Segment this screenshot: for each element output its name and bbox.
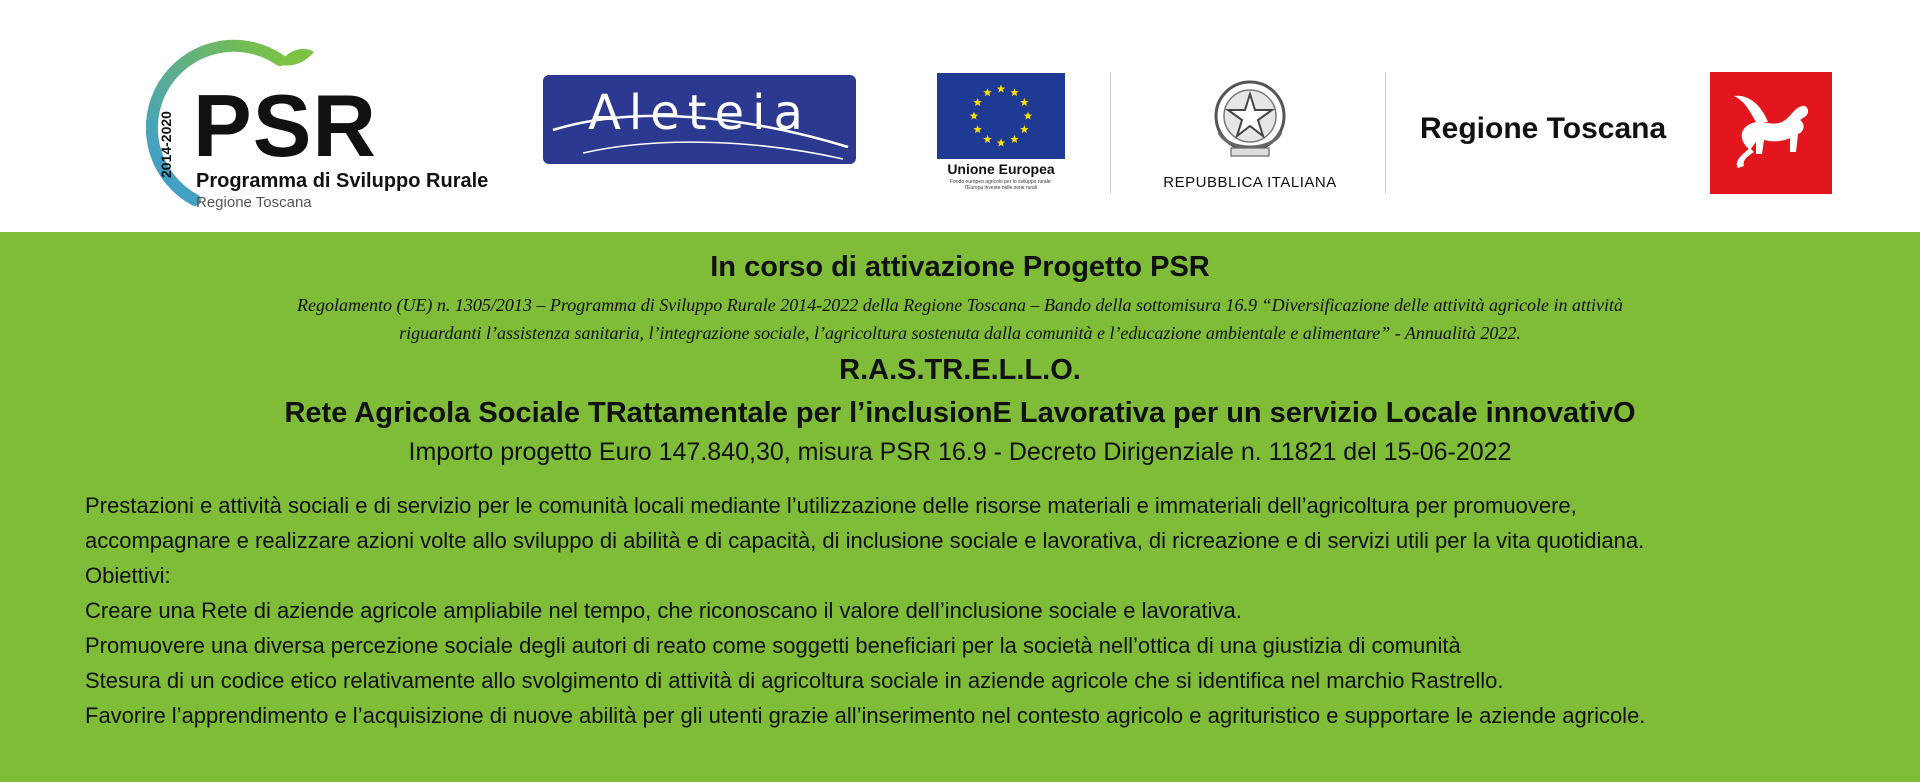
description-line: accompagnare e realizzare azioni volte allo sviluppo di abilità e di capacità, di inclusione sociale e lavorativa, di ricreazione e di servizi utili per la vita quotidiana. xyxy=(85,528,1645,553)
aleteia-text: Aleteia xyxy=(588,85,811,141)
eu-star-icon xyxy=(973,125,982,133)
repubblica-logo xyxy=(1150,72,1350,197)
eu-star-icon xyxy=(1020,98,1029,106)
objective-item: Creare una Rete di aziende agricole ampliabile nel tempo, che riconoscano il valore dell’inclusione sociale e lavorativa. xyxy=(85,598,1242,623)
project-description xyxy=(85,488,1855,733)
eu-star-icon xyxy=(997,139,1006,147)
eu-star-icon xyxy=(983,135,992,143)
eu-fund-line-2: l'Europa investe nelle zone rurali xyxy=(964,185,1038,191)
project-amount: Importo progetto Euro 147.840,30, misura PSR 16.9 - Decreto Dirigenziale n. 11821 del 15-06-2022 xyxy=(408,438,1512,466)
project-name: Rete Agricola Sociale TRattamentale per l’inclusionE Lavorativa per un servizio Locale innovativO xyxy=(284,397,1636,429)
eu-star-icon xyxy=(1020,125,1029,133)
eu-star-icon xyxy=(1010,135,1019,143)
psr-title: PSR xyxy=(193,76,377,175)
objective-item: Favorire l’apprendimento e l’acquisizione di nuove abilità per gli utenti grazie all’inserimento nel contesto agricolo e agrituristico e supportare le aziende agricole. xyxy=(85,703,1646,728)
repubblica-label: REPUBBLICA ITALIANA xyxy=(1163,174,1337,191)
psr-logo xyxy=(100,30,540,215)
objectives-heading: Obiettivi: xyxy=(85,563,171,588)
eu-star-icon xyxy=(970,112,979,120)
eu-label: Unione Europea xyxy=(947,161,1055,177)
divider xyxy=(1110,72,1111,194)
regulation-text xyxy=(0,291,1920,347)
description-line: Prestazioni e attività sociali e di servizio per le comunità locali mediante l’utilizzazione delle risorse materiali e immateriali dell’agricoltura per promuovere, xyxy=(85,493,1577,518)
regulation-line-2: riguardanti l’assistenza sanitaria, l’integrazione sociale, l’agricoltura sostenuta dalla comunità e l’educazione ambientale e alimentare” - Annualità 2022. xyxy=(399,323,1521,343)
logo-header xyxy=(0,0,1920,232)
eu-star-icon xyxy=(983,88,992,96)
project-code: R.A.S.TR.E.L.L.O. xyxy=(839,354,1081,386)
eu-fund-line-1: Fondo europeo agricolo per lo sviluppo rurale: xyxy=(949,179,1052,185)
eu-fund-text xyxy=(937,179,1065,191)
objective-item: Promuovere una diversa percezione sociale degli autori di reato come soggetti beneficiari per la società nell’ottica di una giustizia di comunità xyxy=(85,633,1461,658)
psr-region: Regione Toscana xyxy=(196,194,312,211)
project-info-panel xyxy=(0,232,1920,782)
eu-logo xyxy=(937,73,1065,197)
eu-star-icon xyxy=(1010,88,1019,96)
psr-subtitle: Programma di Sviluppo Rurale xyxy=(196,170,489,192)
eu-star-icon xyxy=(973,98,982,106)
page-title: In corso di attivazione Progetto PSR xyxy=(710,251,1210,283)
italian-emblem-icon xyxy=(1207,72,1293,164)
divider xyxy=(1385,72,1386,194)
psr-years: 2014-2020 xyxy=(158,111,174,178)
pegasus-emblem-icon xyxy=(1710,72,1832,194)
regulation-line-1: Regolamento (UE) n. 1305/2013 – Programma di Sviluppo Rurale 2014-2022 della Regione Toscana – Bando della sottomisura 16.9 “Diversificazione delle attività agricole in attività xyxy=(296,295,1624,315)
objective-item: Stesura di un codice etico relativamente allo svolgimento di attività di agricoltura sociale in aziende agricole che si identifica nel marchio Rastrello. xyxy=(85,668,1504,693)
eu-star-icon xyxy=(997,85,1006,93)
regione-toscana-label: Regione Toscana xyxy=(1420,112,1667,145)
aleteia-logo xyxy=(543,75,856,164)
eu-flag-icon xyxy=(937,73,1065,159)
eu-star-icon xyxy=(1024,112,1033,120)
